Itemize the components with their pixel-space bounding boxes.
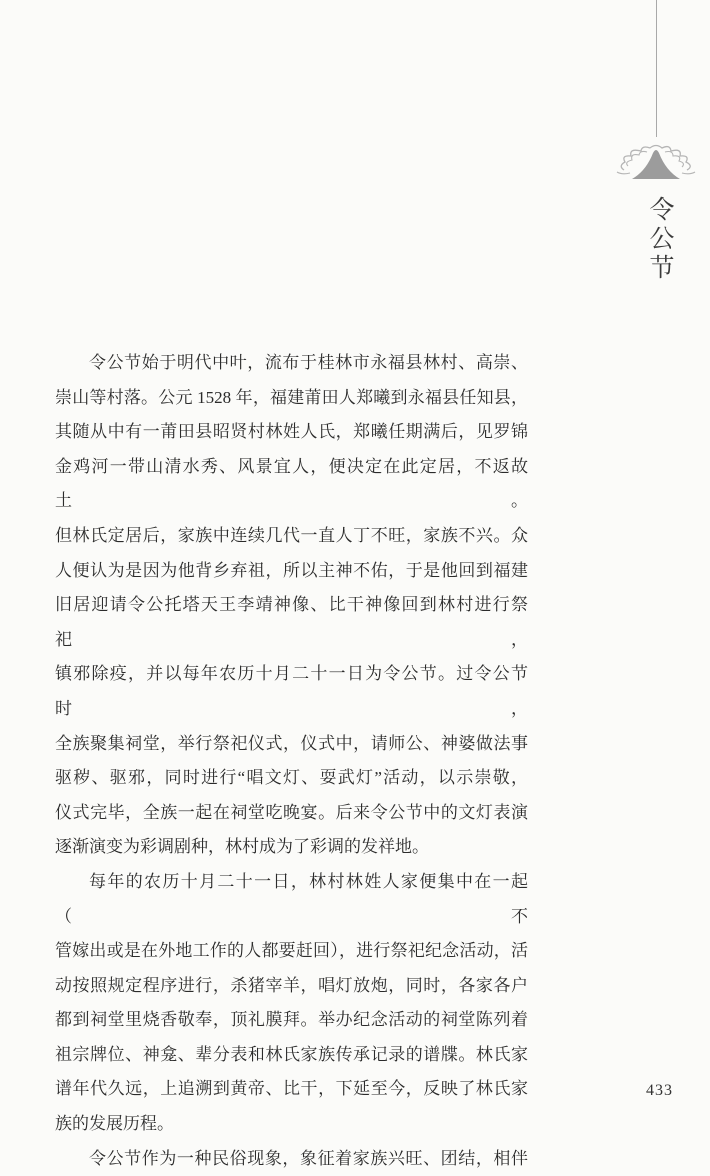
text-line: 每年的农历十月二十一日，林村林姓人家便集中在一起（不 [55, 871, 528, 926]
paragraph-3 [55, 1142, 528, 1176]
text-line: 族的发展历程。 [55, 1114, 174, 1134]
page-number: 433 [646, 1082, 673, 1099]
text-line: 仪式完毕，全族一起在祠堂吃晚宴。后来令公节中的文灯表演 [55, 802, 528, 822]
chapter-title: 令公节 [646, 196, 673, 283]
text-line: 崇山等村落。公元 1528 年，福建莆田人郑曦到永福县任知县， [55, 387, 528, 407]
text-line: 旧居迎请令公托塔天王李靖神像、比干神像回到林村进行祭祀， [55, 595, 528, 649]
body-text [55, 346, 528, 1176]
text-line: 其随从中有一莆田县昭贤村林姓人氏，郑曦任期满后，见罗锦 [55, 422, 528, 442]
text-line: 动按照规定程序进行，杀猪宰羊，唱灯放炮，同时，各家各户 [55, 975, 528, 995]
paragraph-1 [55, 346, 528, 865]
text-line: 祖宗牌位、神龛、辈分表和林氏家族传承记录的谱牒。林氏家 [55, 1044, 528, 1064]
text-line: 但林氏定居后，家族中连续几代一直人丁不旺，家族不兴。众 [55, 525, 528, 545]
text-line: 管嫁出或是在外地工作的人都要赶回），进行祭祀纪念活动，活 [55, 941, 528, 961]
margin-rule [656, 0, 657, 137]
text-line: 驱秽、驱邪，同时进行“唱文灯、耍武灯”活动，以示崇敬， [55, 768, 528, 788]
text-line: 谱年代久远，上追溯到黄帝、比干，下延至今，反映了林氏家 [55, 1079, 528, 1099]
text-line: 令公节作为一种民俗现象，象征着家族兴旺、团结，相伴 [89, 1148, 528, 1168]
text-line: 人便认为是因为他背乡弃祖，所以主神不佑，于是他回到福建 [55, 560, 528, 580]
mountain-cloud-icon [616, 142, 696, 182]
text-line: 逐渐演变为彩调剧种，林村成为了彩调的发祥地。 [55, 837, 429, 857]
text-line: 令公节始于明代中叶，流布于桂林市永福县林村、高崇、 [89, 353, 528, 372]
text-line: 金鸡河一带山清水秀、风景宜人，便决定在此定居，不返故土。 [55, 456, 528, 511]
paragraph-2 [55, 865, 528, 1142]
text-line: 都到祠堂里烧香敬奉，顶礼膜拜。举办纪念活动的祠堂陈列着 [55, 1010, 528, 1030]
text-line: 全族聚集祠堂，举行祭祀仪式，仪式中，请师公、神婆做法事 [55, 733, 528, 753]
text-line: 镇邪除疫，并以每年农历十月二十一日为令公节。过令公节时， [55, 664, 528, 718]
